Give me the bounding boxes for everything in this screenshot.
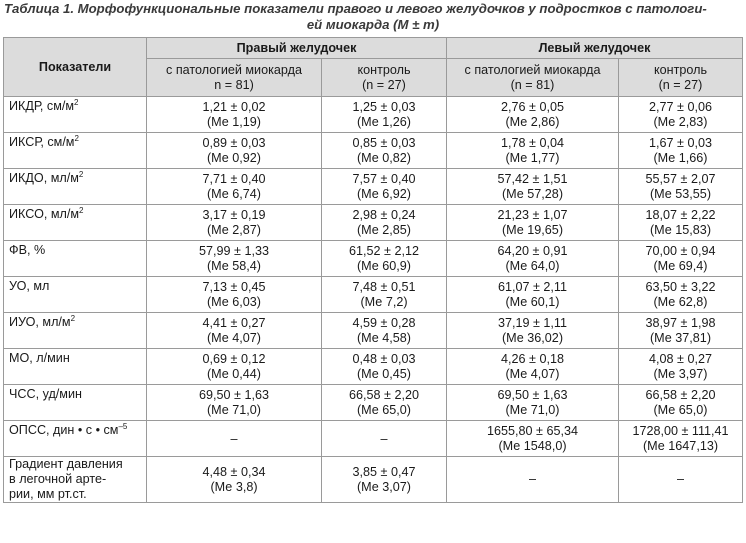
lv-pathology-value: 4,26 ± 0,18 (Ме 4,07) <box>447 349 619 385</box>
lv-pathology-value: 1655,80 ± 65,34 (Ме 1548,0) <box>447 421 619 457</box>
lv-control-value: 55,57 ± 2,07 (Ме 53,55) <box>619 169 743 205</box>
row-label: ФВ, % <box>4 241 147 277</box>
rv-control-value: – <box>322 421 447 457</box>
row-label: УО, мл <box>4 277 147 313</box>
header-rv-pathology: с патологией миокарда n = 81) <box>147 59 322 97</box>
lv-control-value: 18,07 ± 2,22 (Ме 15,83) <box>619 205 743 241</box>
row-label: ИКДО, $мл/м^2$ <box>4 169 147 205</box>
rv-pathology-value: 4,48 ± 0,34 (Ме 3,8) <box>147 457 322 503</box>
table-row <box>4 349 743 385</box>
rv-pathology-value: 0,89 ± 0,03 (Ме 0,92) <box>147 133 322 169</box>
rv-control-value: 7,48 ± 0,51 (Ме 7,2) <box>322 277 447 313</box>
lv-pathology-value: 61,07 ± 2,11 (Ме 60,1) <box>447 277 619 313</box>
lv-control-value: 63,50 ± 3,22 (Ме 62,8) <box>619 277 743 313</box>
row-label: ЧСС, уд/мин <box>4 385 147 421</box>
rv-control-value: 2,98 ± 0,24 (Ме 2,85) <box>322 205 447 241</box>
rv-pathology-value: 7,13 ± 0,45 (Ме 6,03) <box>147 277 322 313</box>
lv-pathology-value: 64,20 ± 0,91 (Ме 64,0) <box>447 241 619 277</box>
caption-line-1: Таблица 1. Морфофункциональные показатели правого и левого желудочков у подростков с патологи- <box>4 1 707 16</box>
rv-pathology-value: 0,69 ± 0,12 (Ме 0,44) <box>147 349 322 385</box>
rv-pathology-value: 3,17 ± 0,19 (Ме 2,87) <box>147 205 322 241</box>
lv-pathology-value: 37,19 ± 1,11 (Ме 36,02) <box>447 313 619 349</box>
header-indicators: Показатели <box>4 38 147 97</box>
lv-pathology-value: 1,78 ± 0,04 (Ме 1,77) <box>447 133 619 169</box>
lv-control-value: 66,58 ± 2,20 (Ме 65,0) <box>619 385 743 421</box>
table-caption <box>0 0 746 36</box>
rv-pathology-value: 1,21 ± 0,02 (Ме 1,19) <box>147 97 322 133</box>
table-row <box>4 277 743 313</box>
header-rv-control: контроль (n = 27) <box>322 59 447 97</box>
lv-pathology-value: 21,23 ± 1,07 (Ме 19,65) <box>447 205 619 241</box>
header-left-ventricle: Левый желудочек <box>447 38 743 59</box>
header-lv-control: контроль (n = 27) <box>619 59 743 97</box>
lv-pathology-value: 2,76 ± 0,05 (Ме 2,86) <box>447 97 619 133</box>
header-lv-pathology: с патологией миокарда (n = 81) <box>447 59 619 97</box>
caption-line-2: ей миокарда (M ± m) <box>306 17 440 32</box>
rv-control-value: 1,25 ± 0,03 (Ме 1,26) <box>322 97 447 133</box>
lv-pathology-value: 57,42 ± 1,51 (Ме 57,28) <box>447 169 619 205</box>
table-body <box>4 97 743 503</box>
table-row <box>4 421 743 457</box>
table-row <box>4 313 743 349</box>
lv-control-value: 70,00 ± 0,94 (Ме 69,4) <box>619 241 743 277</box>
rv-pathology-value: 69,50 ± 1,63 (Ме 71,0) <box>147 385 322 421</box>
row-label: ОПСС, дин • с • $см^{-5}$ <box>4 421 147 457</box>
header-right-ventricle: Правый желудочек <box>147 38 447 59</box>
row-label: Градиент давления в легочной арте- рии, мм рт.ст. <box>4 457 147 503</box>
row-label: ИКСО, $мл/м^2$ <box>4 205 147 241</box>
rv-pathology-value: 57,99 ± 1,33 (Ме 58,4) <box>147 241 322 277</box>
lv-control-value: 38,97 ± 1,98 (Ме 37,81) <box>619 313 743 349</box>
rv-control-value: 3,85 ± 0,47 (Ме 3,07) <box>322 457 447 503</box>
rv-pathology-value: – <box>147 421 322 457</box>
rv-pathology-value: 7,71 ± 0,40 (Ме 6,74) <box>147 169 322 205</box>
data-table <box>3 37 743 503</box>
table-row <box>4 169 743 205</box>
table-row <box>4 205 743 241</box>
rv-control-value: 66,58 ± 2,20 (Ме 65,0) <box>322 385 447 421</box>
row-label: ИУО, $мл/м^2$ <box>4 313 147 349</box>
table-row <box>4 457 743 503</box>
lv-control-value: 2,77 ± 0,06 (Ме 2,83) <box>619 97 743 133</box>
lv-control-value: – <box>619 457 743 503</box>
rv-control-value: 61,52 ± 2,12 (Ме 60,9) <box>322 241 447 277</box>
rv-pathology-value: 4,41 ± 0,27 (Ме 4,07) <box>147 313 322 349</box>
table-row <box>4 97 743 133</box>
table-row <box>4 133 743 169</box>
table-row <box>4 241 743 277</box>
table-row <box>4 385 743 421</box>
lv-control-value: 4,08 ± 0,27 (Ме 3,97) <box>619 349 743 385</box>
rv-control-value: 4,59 ± 0,28 (Ме 4,58) <box>322 313 447 349</box>
rv-control-value: 0,48 ± 0,03 (Ме 0,45) <box>322 349 447 385</box>
rv-control-value: 0,85 ± 0,03 (Ме 0,82) <box>322 133 447 169</box>
row-label: ИКСР, $см/м^2$ <box>4 133 147 169</box>
lv-control-value: 1728,00 ± 111,41 (Ме 1647,13) <box>619 421 743 457</box>
rv-control-value: 7,57 ± 0,40 (Ме 6,92) <box>322 169 447 205</box>
lv-pathology-value: 69,50 ± 1,63 (Ме 71,0) <box>447 385 619 421</box>
row-label: ИКДР, $см/м^2$ <box>4 97 147 133</box>
row-label: МО, л/мин <box>4 349 147 385</box>
lv-control-value: 1,67 ± 0,03 (Ме 1,66) <box>619 133 743 169</box>
lv-pathology-value: – <box>447 457 619 503</box>
